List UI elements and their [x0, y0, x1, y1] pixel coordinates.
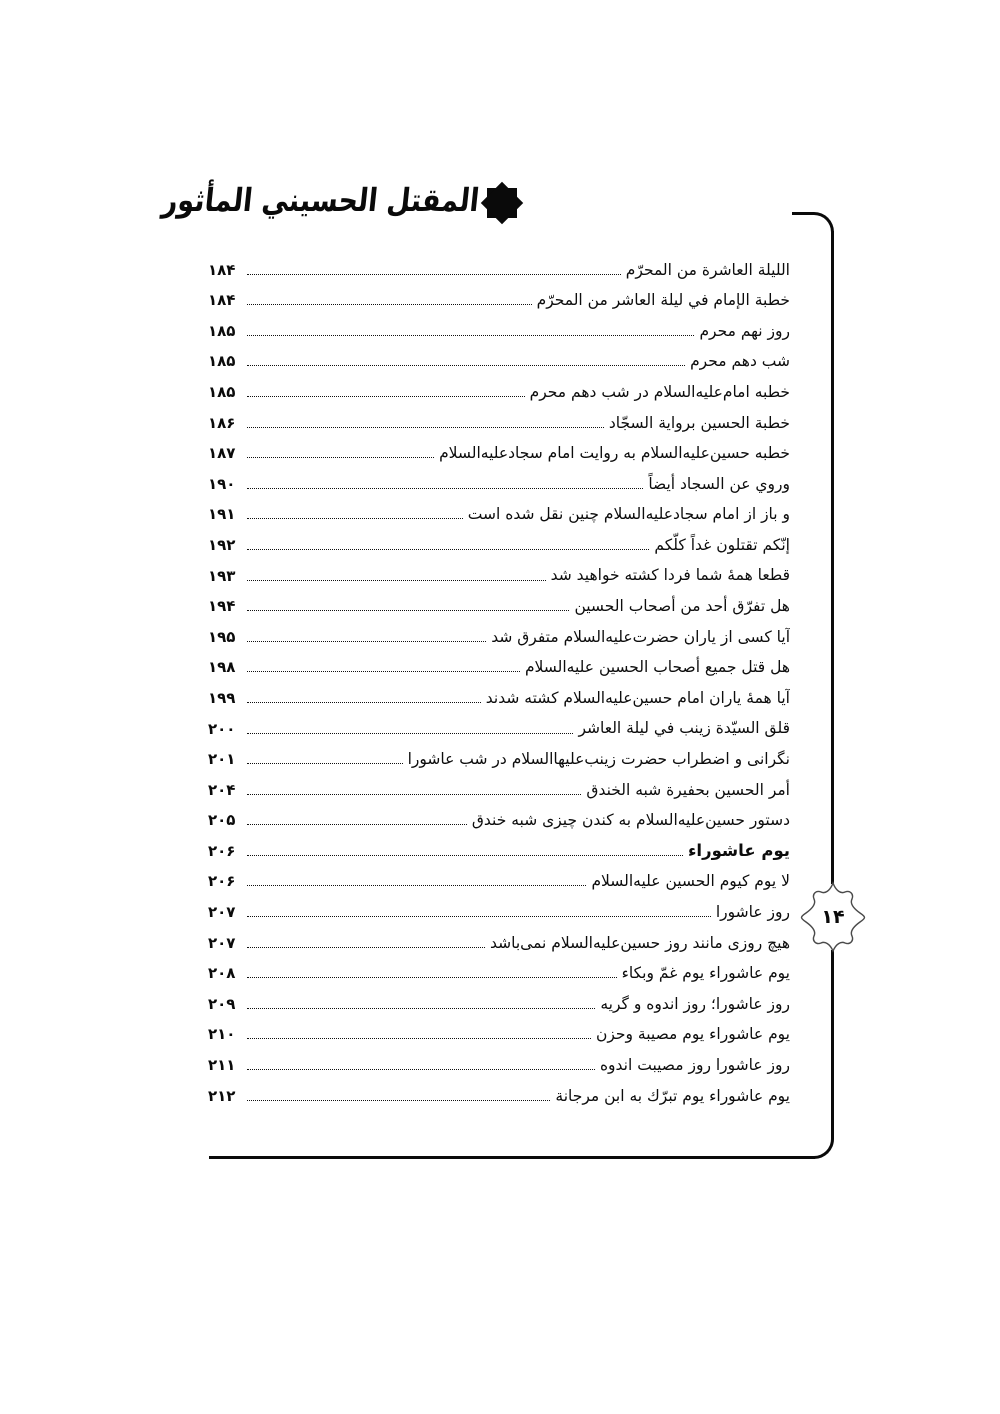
toc-entry-title: خطبة الحسين برواية السجّاد [608, 413, 790, 432]
toc-dot-leader [247, 579, 546, 581]
toc-dot-leader [247, 273, 621, 275]
toc-entry-title: يوم عاشوراء يوم تبرّك به ابن مرجانة [555, 1086, 790, 1105]
toc-dot-leader [247, 1007, 595, 1009]
toc-entry-page-number: ۱۹۹ [208, 688, 236, 707]
toc-entry-page-number: ۲۰۸ [208, 964, 236, 983]
frame-right-border [831, 231, 834, 1139]
toc-entry-title: خطبه حسین‌علیه‌السلام به روایت امام سجاد‌علیه‌السلام [439, 444, 790, 463]
frame-bottom-border [209, 1156, 815, 1159]
toc-dot-leader [247, 732, 573, 734]
toc-dot-leader [247, 976, 617, 978]
toc-entry-page-number: ۲۰۵ [208, 811, 236, 830]
toc-entry-title: قطعا همهٔ شما فردا کشته خواهید شد [550, 566, 790, 585]
toc-dot-leader [247, 487, 643, 489]
toc-entry[interactable] [208, 252, 790, 283]
toc-entry-title: شب دهم محرم [690, 352, 790, 371]
toc-entry-title: وروي عن السجاد أيضاً [648, 474, 790, 493]
toc-entry[interactable] [208, 313, 790, 344]
toc-entry-title: آیا کسی از یاران حضرت‌علیه‌السلام متفرق شد [491, 627, 790, 646]
page-number-badge [800, 880, 866, 954]
toc-entry-page-number: ۱۸۵ [208, 321, 236, 340]
toc-dot-leader [247, 303, 532, 305]
toc-entry-page-number: ۱۹۱ [208, 505, 236, 524]
toc-entry-page-number: ۱۸۷ [208, 444, 236, 463]
toc-entry[interactable] [208, 956, 790, 987]
toc-entry[interactable] [208, 374, 790, 405]
toc-dot-leader [247, 395, 525, 397]
toc-entry[interactable] [208, 803, 790, 834]
toc-entry-page-number: ۲۰۱ [208, 750, 236, 769]
toc-entry[interactable] [208, 925, 790, 956]
toc-entry-title: يوم عاشوراء يوم غمّ وبكاء [621, 964, 790, 983]
toc-entry-title: يوم عاشوراء [687, 840, 790, 860]
toc-entry-page-number: ۱۹۴ [208, 597, 236, 616]
toc-dot-leader [247, 701, 481, 703]
toc-entry[interactable] [208, 589, 790, 620]
toc-entry-title: روز نهم محرم [699, 321, 790, 340]
toc-dot-leader [247, 946, 485, 948]
toc-entry-title: قلق السيّدة زينب في ليلة العاشر [578, 719, 790, 738]
header-rule-icon [792, 212, 814, 215]
toc-entry[interactable] [208, 466, 790, 497]
toc-entry-title: خطبه امام‌علیه‌السلام در شب دهم محرم [529, 382, 790, 401]
toc-dot-leader [247, 640, 486, 642]
toc-entry-title: روز عاشورا [715, 903, 790, 922]
toc-entry-page-number: ۱۸۴ [208, 291, 236, 310]
toc-dot-leader [247, 1099, 550, 1101]
toc-dot-leader [247, 670, 520, 672]
toc-entry[interactable] [208, 650, 790, 681]
toc-entry[interactable] [208, 680, 790, 711]
toc-entry-page-number: ۲۰۷ [208, 903, 236, 922]
frame-corner-bottom-right [812, 1137, 834, 1159]
toc-entry-page-number: ۲۰۹ [208, 994, 236, 1013]
toc-entry-page-number: ۱۸۴ [208, 260, 236, 279]
toc-entry[interactable] [208, 894, 790, 925]
toc-entry-page-number: ۲۰۰ [208, 719, 236, 738]
toc-entry-page-number: ۱۹۰ [208, 474, 236, 493]
toc-entry-page-number: ۱۸۵ [208, 382, 236, 401]
toc-entry-page-number: ۲۱۰ [208, 1025, 236, 1044]
toc-dot-leader [247, 456, 434, 458]
toc-entry-title: هل تفرّق أحد من أصحاب الحسين [574, 597, 790, 616]
toc-entry-title: هل قتل جميع أصحاب الحسين عليه‌السلام [524, 658, 790, 677]
toc-dot-leader [247, 609, 569, 611]
toc-entry-page-number: ۱۹۳ [208, 566, 236, 585]
toc-entry[interactable] [208, 772, 790, 803]
toc-entry-page-number: ۲۰۶ [208, 841, 236, 860]
toc-entry[interactable] [208, 711, 790, 742]
toc-entry[interactable] [208, 497, 790, 528]
toc-entry[interactable] [208, 405, 790, 436]
toc-entry-page-number: ۲۱۱ [208, 1056, 236, 1075]
toc-dot-leader [247, 1068, 595, 1070]
toc-entry[interactable] [208, 1047, 790, 1078]
table-of-contents [208, 252, 790, 1109]
toc-entry[interactable] [208, 436, 790, 467]
toc-dot-leader [247, 548, 649, 550]
toc-dot-leader [247, 823, 467, 825]
page-number-text: ۱۴ [821, 906, 845, 928]
toc-entry[interactable] [208, 619, 790, 650]
toc-entry-page-number: ۱۸۶ [208, 413, 236, 432]
toc-entry-page-number: ۱۸۵ [208, 352, 236, 371]
book-title-calligraphy: المقتل الحسيني المأثور [160, 182, 481, 219]
toc-entry[interactable] [208, 986, 790, 1017]
toc-entry-title: آیا همهٔ یاران امام حسین‌علیه‌السلام کشته شدند [485, 688, 790, 707]
toc-dot-leader [247, 854, 683, 856]
toc-dot-leader [247, 517, 463, 519]
toc-dot-leader [247, 793, 581, 795]
toc-entry[interactable] [208, 527, 790, 558]
toc-entry-title: خطبة الإمام في ليلة العاشر من المحرّم [536, 291, 790, 310]
toc-entry-title: دستور حسین‌علیه‌السلام به کندن چیزی شبه خندق [471, 811, 790, 830]
toc-entry[interactable] [208, 1078, 790, 1109]
eight-point-star-medallion-icon [479, 180, 525, 226]
toc-entry-title: روز عاشورا روز مصیبت اندوه [599, 1055, 790, 1074]
toc-entry[interactable] [208, 864, 790, 895]
toc-entry-title: أمر الحسين بحفيرة شبه الخندق [586, 780, 790, 799]
toc-entry[interactable] [208, 283, 790, 314]
toc-entry-title: إنّكم تقتلون غداً كلّكم [654, 535, 790, 554]
toc-dot-leader [247, 426, 604, 428]
toc-entry-page-number: ۲۰۴ [208, 780, 236, 799]
toc-entry[interactable] [208, 344, 790, 375]
toc-entry-title: و باز از امام سجاد‌علیه‌السلام چنین نقل شده است [467, 505, 790, 524]
toc-entry-page-number: ۲۰۶ [208, 872, 236, 891]
toc-entry[interactable] [208, 742, 790, 773]
toc-dot-leader [247, 334, 694, 336]
toc-entry-page-number: ۱۹۸ [208, 658, 236, 677]
toc-entry-title: لا يوم كيوم الحسين عليه‌السلام [591, 872, 790, 891]
toc-entry-title: يوم عاشوراء يوم مصيبة وحزن [596, 1025, 790, 1044]
toc-dot-leader [247, 762, 403, 764]
toc-entry-page-number: ۲۰۷ [208, 933, 236, 952]
toc-entry-title: نگرانی و اضطراب حضرت زینب‌علیها‌السلام در شب عاشورا [407, 750, 790, 769]
toc-entry[interactable] [208, 1017, 790, 1048]
toc-dot-leader [247, 1037, 591, 1039]
toc-dot-leader [247, 364, 685, 366]
toc-dot-leader [247, 915, 711, 917]
toc-entry-title: روز عاشورا؛ روز اندوه و گریه [600, 994, 790, 1013]
toc-entry-title: الليلة العاشرة من المحرّم [625, 260, 790, 279]
toc-entry-page-number: ۱۹۵ [208, 627, 236, 646]
toc-dot-leader [247, 884, 586, 886]
toc-entry-page-number: ۱۹۲ [208, 535, 236, 554]
toc-entry[interactable] [208, 558, 790, 589]
toc-entry-page-number: ۲۱۲ [208, 1086, 236, 1105]
toc-entry-title: هیچ روزی مانند روز حسین‌علیه‌السلام نمی‌باشد [490, 933, 790, 952]
running-head [162, 172, 832, 234]
toc-entry[interactable] [208, 833, 790, 864]
